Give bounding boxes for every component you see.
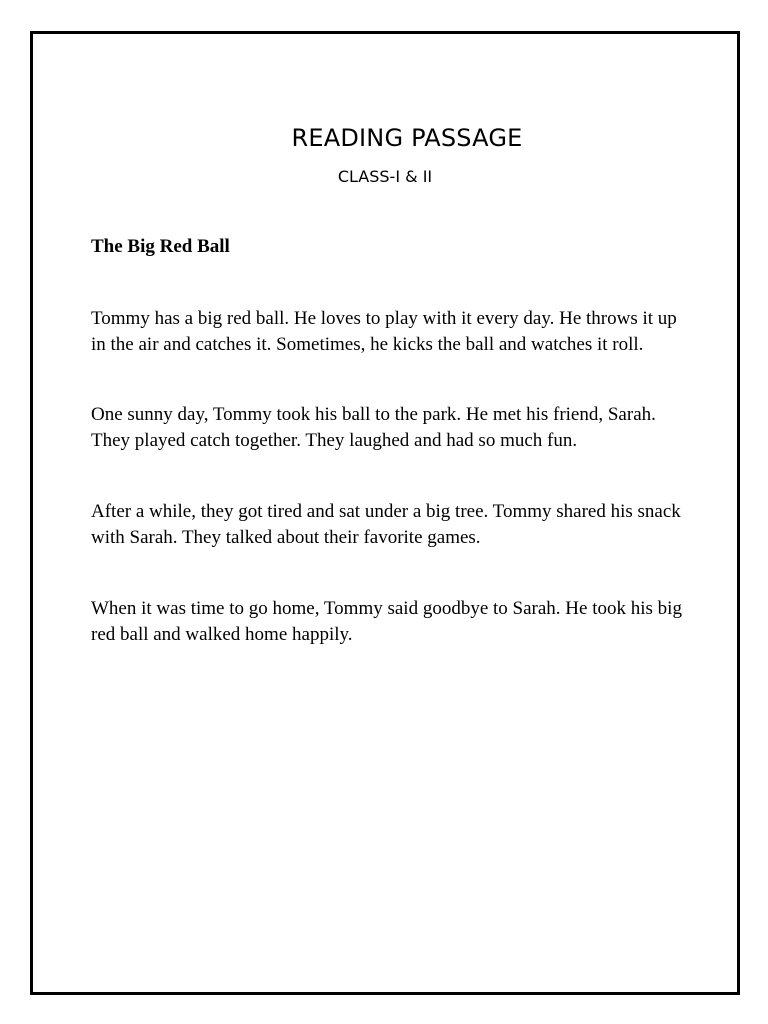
page-border <box>30 31 740 995</box>
story-paragraph-4: When it was time to go home, Tommy said goodbye to Sarah. He took his big red ball and walked home happily. <box>91 598 682 645</box>
story-paragraph-2: One sunny day, Tommy took his ball to the park. He met his friend, Sarah. They played catch together. They laughed and had so much fun. <box>91 404 656 451</box>
story-paragraph-1: Tommy has a big red ball. He loves to play with it every day. He throws it up in the air and catches it. Sometimes, he kicks the ball and watches it roll. <box>91 308 677 355</box>
page-title: READING PASSAGE <box>291 124 523 152</box>
story-title: The Big Red Ball <box>91 236 230 257</box>
story-paragraph-3: After a while, they got tired and sat under a big tree. Tommy shared his snack with Sarah. They talked about their favorite games. <box>91 501 681 548</box>
page-subtitle: CLASS-I & II <box>337 167 433 186</box>
story-body <box>91 234 691 648</box>
